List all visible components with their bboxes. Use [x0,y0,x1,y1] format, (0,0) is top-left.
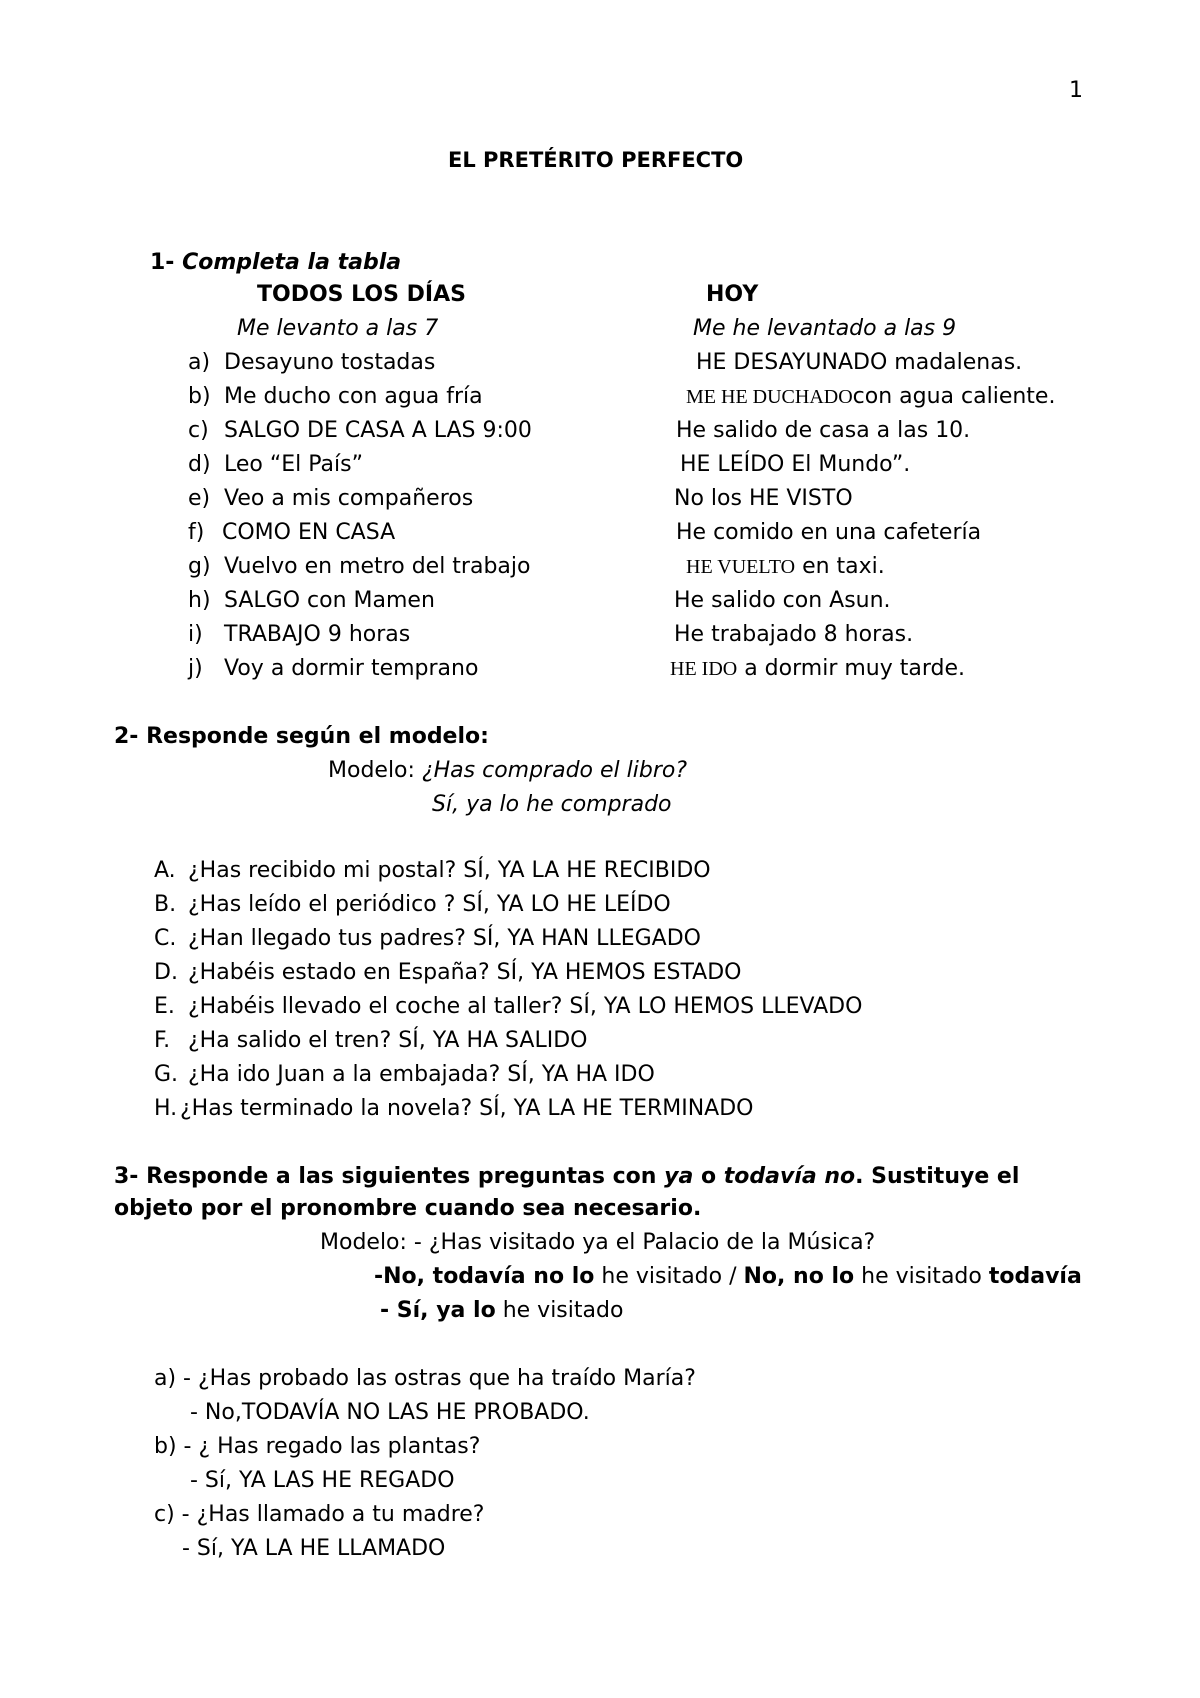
answer-rest: He trabajado 8 horas. [674,622,914,647]
answer-rest: en taxi. [795,554,885,579]
answer-rest: No los HE VISTO [674,486,853,511]
list-item: ¿Habéis estado en España? SÍ, YA HEMOS ESTADO [188,960,742,985]
list-marker: E. [154,994,175,1019]
row-left-text: Me ducho con agua fría [224,384,483,409]
row-marker: b) [188,384,211,409]
heading-todavia-no: todavía no [723,1164,856,1189]
answer-text: HE VUELTO [686,556,796,578]
row-left-text: COMO EN CASA [222,520,396,545]
plain-part: he visitado [854,1264,989,1289]
exercise-3-model: Modelo: - ¿Has visitado ya el Palacio de la Música? [320,1230,876,1255]
list-item: ¿Has terminado la novela? SÍ, YA LA HE TERMINADO [180,1096,754,1121]
column-header-hoy: HOY [706,282,759,307]
row-answer [680,454,910,476]
list-marker: C. [154,926,177,951]
answer-text: ME HE DUCHADO [686,386,853,408]
row-left-text: Desayuno tostadas [224,350,436,375]
row-marker: i) [188,622,203,647]
row-left-text: Veo a mis compañeros [224,486,474,511]
list-item: ¿Habéis llevado el coche al taller? SÍ, YA LO HEMOS LLEVADO [188,994,863,1019]
row-marker: h) [188,588,211,613]
question-a: a) - ¿Has probado las ostras que ha traído María? [154,1366,696,1391]
model-negative-answer [374,1266,1082,1288]
answer-c: - Sí, YA LA HE LLAMADO [182,1536,446,1561]
row-left-text: SALGO con Mamen [224,588,435,613]
list-item: ¿Has leído el periódico ? SÍ, YA LO HE LEÍDO [188,892,671,917]
question-b: b) - ¿ Has regado las plantas? [154,1434,481,1459]
model-label: Modelo: [328,758,415,783]
answer-rest: He salido de casa a las 10. [676,418,971,443]
bold-part: todavía [988,1264,1082,1289]
model-positive-answer [380,1300,623,1322]
bold-part: - Sí, ya lo [380,1298,496,1323]
bold-part: -No, todavía no lo [374,1264,595,1289]
row-answer [696,352,1022,374]
plain-part: he visitado [495,1298,624,1323]
model-left: Me levanto a las 7 [237,316,439,341]
exercise-2-heading: 2- Responde según el modelo: [114,724,489,749]
list-marker: D. [154,960,178,985]
row-marker: a) [188,350,211,375]
row-answer [676,420,970,442]
answer-text: HE LEÍDO [680,452,785,477]
answer-rest: a dormir muy tarde. [737,656,965,681]
list-marker: A. [154,858,176,883]
exercise-3-heading [114,1166,1019,1188]
row-answer [674,590,891,612]
answer-text: HE DESAYUNADO [696,350,888,375]
exercise-1-instruction: Completa la tabla [182,250,402,275]
row-marker: j) [188,656,203,681]
list-item: ¿Han llegado tus padres? SÍ, YA HAN LLEGADO [188,926,701,951]
row-marker: f) [188,520,205,545]
answer-rest: He salido con Asun. [674,588,891,613]
column-header-todos-los-dias: TODOS LOS DÍAS [257,282,466,307]
list-marker: F. [154,1028,171,1053]
row-left-text: Vuelvo en metro del trabajo [224,554,531,579]
row-left-text: Voy a dormir temprano [224,656,479,681]
list-item: ¿Ha ido Juan a la embajada? SÍ, YA HA IDO [188,1062,655,1087]
row-marker: g) [188,554,211,579]
row-marker: e) [188,486,211,511]
row-marker: c) [188,418,209,443]
answer-rest: He comido en una cafetería [676,520,982,545]
model-right: Me he levantado a las 9 [693,316,957,341]
row-left-text: TRABAJO 9 horas [224,622,411,647]
list-marker: G. [154,1062,179,1087]
list-marker: B. [154,892,177,917]
heading-ya: ya [664,1164,694,1189]
answer-rest: con agua caliente. [852,384,1056,409]
model-question: ¿Has comprado el libro? [421,758,688,783]
row-left-text: SALGO DE CASA A LAS 9:00 [224,418,532,443]
question-c: c) - ¿Has llamado a tu madre? [154,1502,485,1527]
row-answer [686,556,885,578]
exercise-1-heading [150,252,401,274]
list-item: ¿Ha salido el tren? SÍ, YA HA SALIDO [188,1028,588,1053]
answer-rest: madalenas. [887,350,1023,375]
page-title: EL PRETÉRITO PERFECTO [448,148,744,172]
exercise-1-number: 1- [150,250,175,275]
list-item: ¿Has recibido mi postal? SÍ, YA LA HE RECIBIDO [188,858,711,883]
row-answer [674,624,913,646]
row-answer [676,522,981,544]
row-left-text: Leo “El País” [224,452,363,477]
heading-part: o [693,1164,724,1189]
answer-a: - No,TODAVÍA NO LAS HE PROBADO. [190,1400,590,1425]
row-marker: d) [188,452,211,477]
row-answer [674,488,853,510]
heading-part: 3- Responde a las siguientes preguntas con [114,1164,665,1189]
exercise-2-model [328,760,687,782]
model-answer: Sí, ya lo he comprado [432,792,672,817]
list-marker: H. [154,1096,178,1121]
answer-text: HE IDO [670,658,738,680]
plain-part: he visitado / [594,1264,744,1289]
row-answer [670,658,965,680]
heading-part: . Sustituye el [855,1164,1020,1189]
answer-b: - Sí, YA LAS HE REGADO [190,1468,455,1493]
answer-rest: El Mundo”. [784,452,911,477]
page-number: 1 [1069,78,1083,103]
bold-part: No, no lo [743,1264,855,1289]
exercise-3-heading-line2: objeto por el pronombre cuando sea necesario. [114,1196,702,1221]
row-answer [686,386,1055,408]
